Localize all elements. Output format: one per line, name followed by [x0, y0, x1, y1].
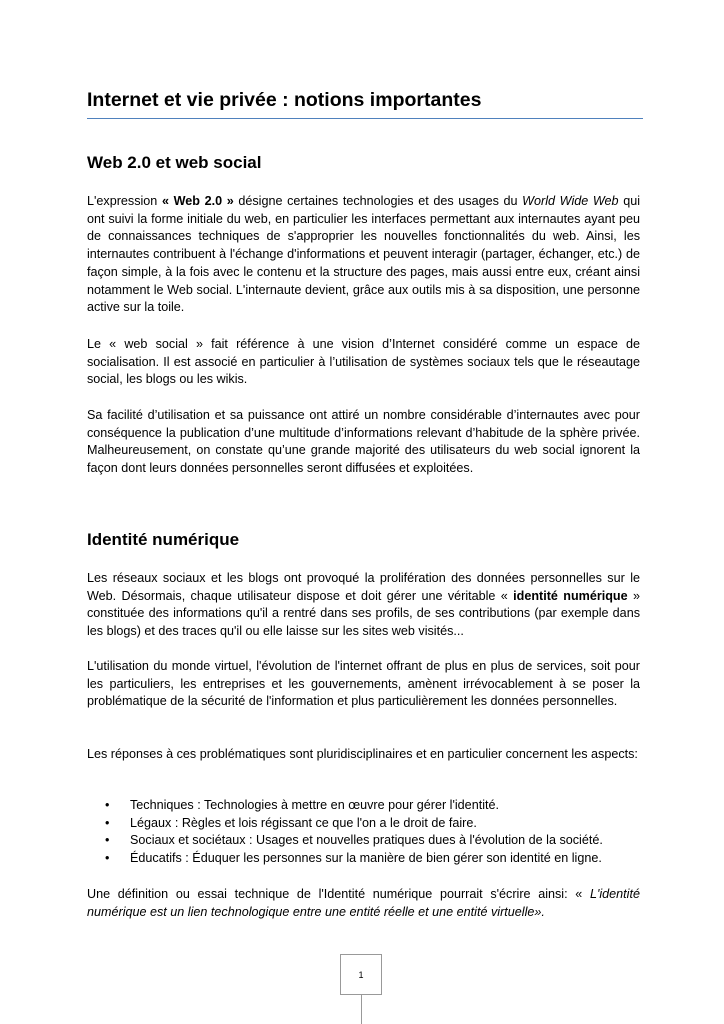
paragraph-text: qui ont suivi la forme initiale du web, en particulier les interfaces permettant aux internautes ayant peu de connaissances techniques de s'approprier les nouvelles fonctionnalités du web. Ainsi, les internautes contribuent à l'échange d'informations et peuvent interagir (partager, échanger, etc.) de façon simple, à la fois avec le contenu et la structure des pages, mais aussi entre eux, créant ainsi notamment le Web social. L'internaute devient, grâce aux outils mis à sa disposition, une personne active sur la toile.: [87, 194, 641, 315]
paragraph-text: désigne certaines technologies et des usages du: [233, 194, 523, 208]
section-heading-web-social: Web 2.0 et web social: [87, 153, 262, 172]
bullet-icon: •: [105, 798, 110, 812]
list-item-text: Éducatifs : Éduquer les personnes sur la manière de bien gérer son identité en ligne.: [130, 851, 602, 866]
paragraph-reseaux-sociaux: [87, 570, 640, 641]
paragraph-web-social: Le « web social » fait référence à une vision d’Internet considéré comme un espace de socialisation. Il est associé en particulier à l’utilisation de systèmes sociaux tels que le réseautage social, les blogs ou les wikis.: [87, 337, 640, 387]
bullet-icon: •: [105, 833, 110, 848]
paragraph-text: » constituée des informations qu'il a rentré dans ses profils, de ses contributions (par exemple dans les blogs) et des traces qu'il ou elle laisse sur les sites web visités...: [87, 588, 640, 639]
list-item-text: Techniques : Technologies à mettre en œuvre pour gérer l'identité.: [130, 798, 499, 812]
list-item: [87, 850, 640, 868]
list-item-text: Légaux : Règles et lois régissant ce que l'on a le droit de faire.: [130, 815, 477, 830]
page-number-box: [340, 954, 382, 995]
document-title: Internet et vie privée : notions importantes: [87, 89, 482, 111]
aspects-bullet-list: [87, 797, 640, 868]
list-item: [87, 797, 640, 815]
list-item: [87, 832, 640, 850]
bullet-icon: •: [105, 851, 110, 866]
term-identite-numerique: identité numérique: [513, 588, 628, 603]
paragraph-definition: [87, 886, 640, 921]
paragraph-text: Les réseaux sociaux et les blogs ont provoqué la prolifération des données personnelles sur le Web. Désormais, chaque utilisateur dispose et doit gérer une véritable «: [87, 571, 640, 603]
title-underline-rule: [87, 118, 643, 119]
paragraph-text: L'expression: [87, 194, 162, 208]
paragraph-web-2-0: [87, 193, 640, 317]
paragraph-reponses: Les réponses à ces problématiques sont pluridisciplinaires et en particulier concernent les aspects:: [87, 747, 638, 761]
bullet-icon: •: [105, 815, 110, 830]
term-web-2-0: « Web 2.0 »: [161, 194, 234, 208]
page-number: 1: [358, 969, 364, 980]
section-heading-identite: Identité numérique: [87, 530, 240, 549]
paragraph-monde-virtuel: L'utilisation du monde virtuel, l'évolution de l'internet offrant de plus en plus de services, soit pour les particuliers, les entreprises et les gouvernements, amènent irrévocablement à se poser la problématique de la sécurité de l'information et plus particulièrement les données personnelles.: [87, 659, 640, 709]
paragraph-text: Une définition ou essai technique de l'Identité numérique pourrait s'écrire ainsi: «: [87, 887, 590, 901]
list-item: [87, 815, 640, 833]
term-world-wide-web: World Wide Web: [522, 194, 619, 208]
definition-quote: L'identité numérique est un lien technologique entre une entité réelle et une entité virtuelle».: [87, 887, 640, 919]
page-number-connector-line: [361, 995, 362, 1024]
list-item-text: Sociaux et sociétaux : Usages et nouvelles pratiques dues à l'évolution de la société.: [130, 833, 603, 848]
paragraph-facilite: Sa facilité d’utilisation et sa puissance ont attiré un nombre considérable d’internautes avec pour conséquence la publication d’une multitude d’informations relevant d’habitude de la sphère privée. Malheureusement, on constate qu’une grande majorité des utilisateurs du web social ignorent la façon dont leurs données personnelles seront diffusées et exploitées.: [87, 408, 640, 476]
